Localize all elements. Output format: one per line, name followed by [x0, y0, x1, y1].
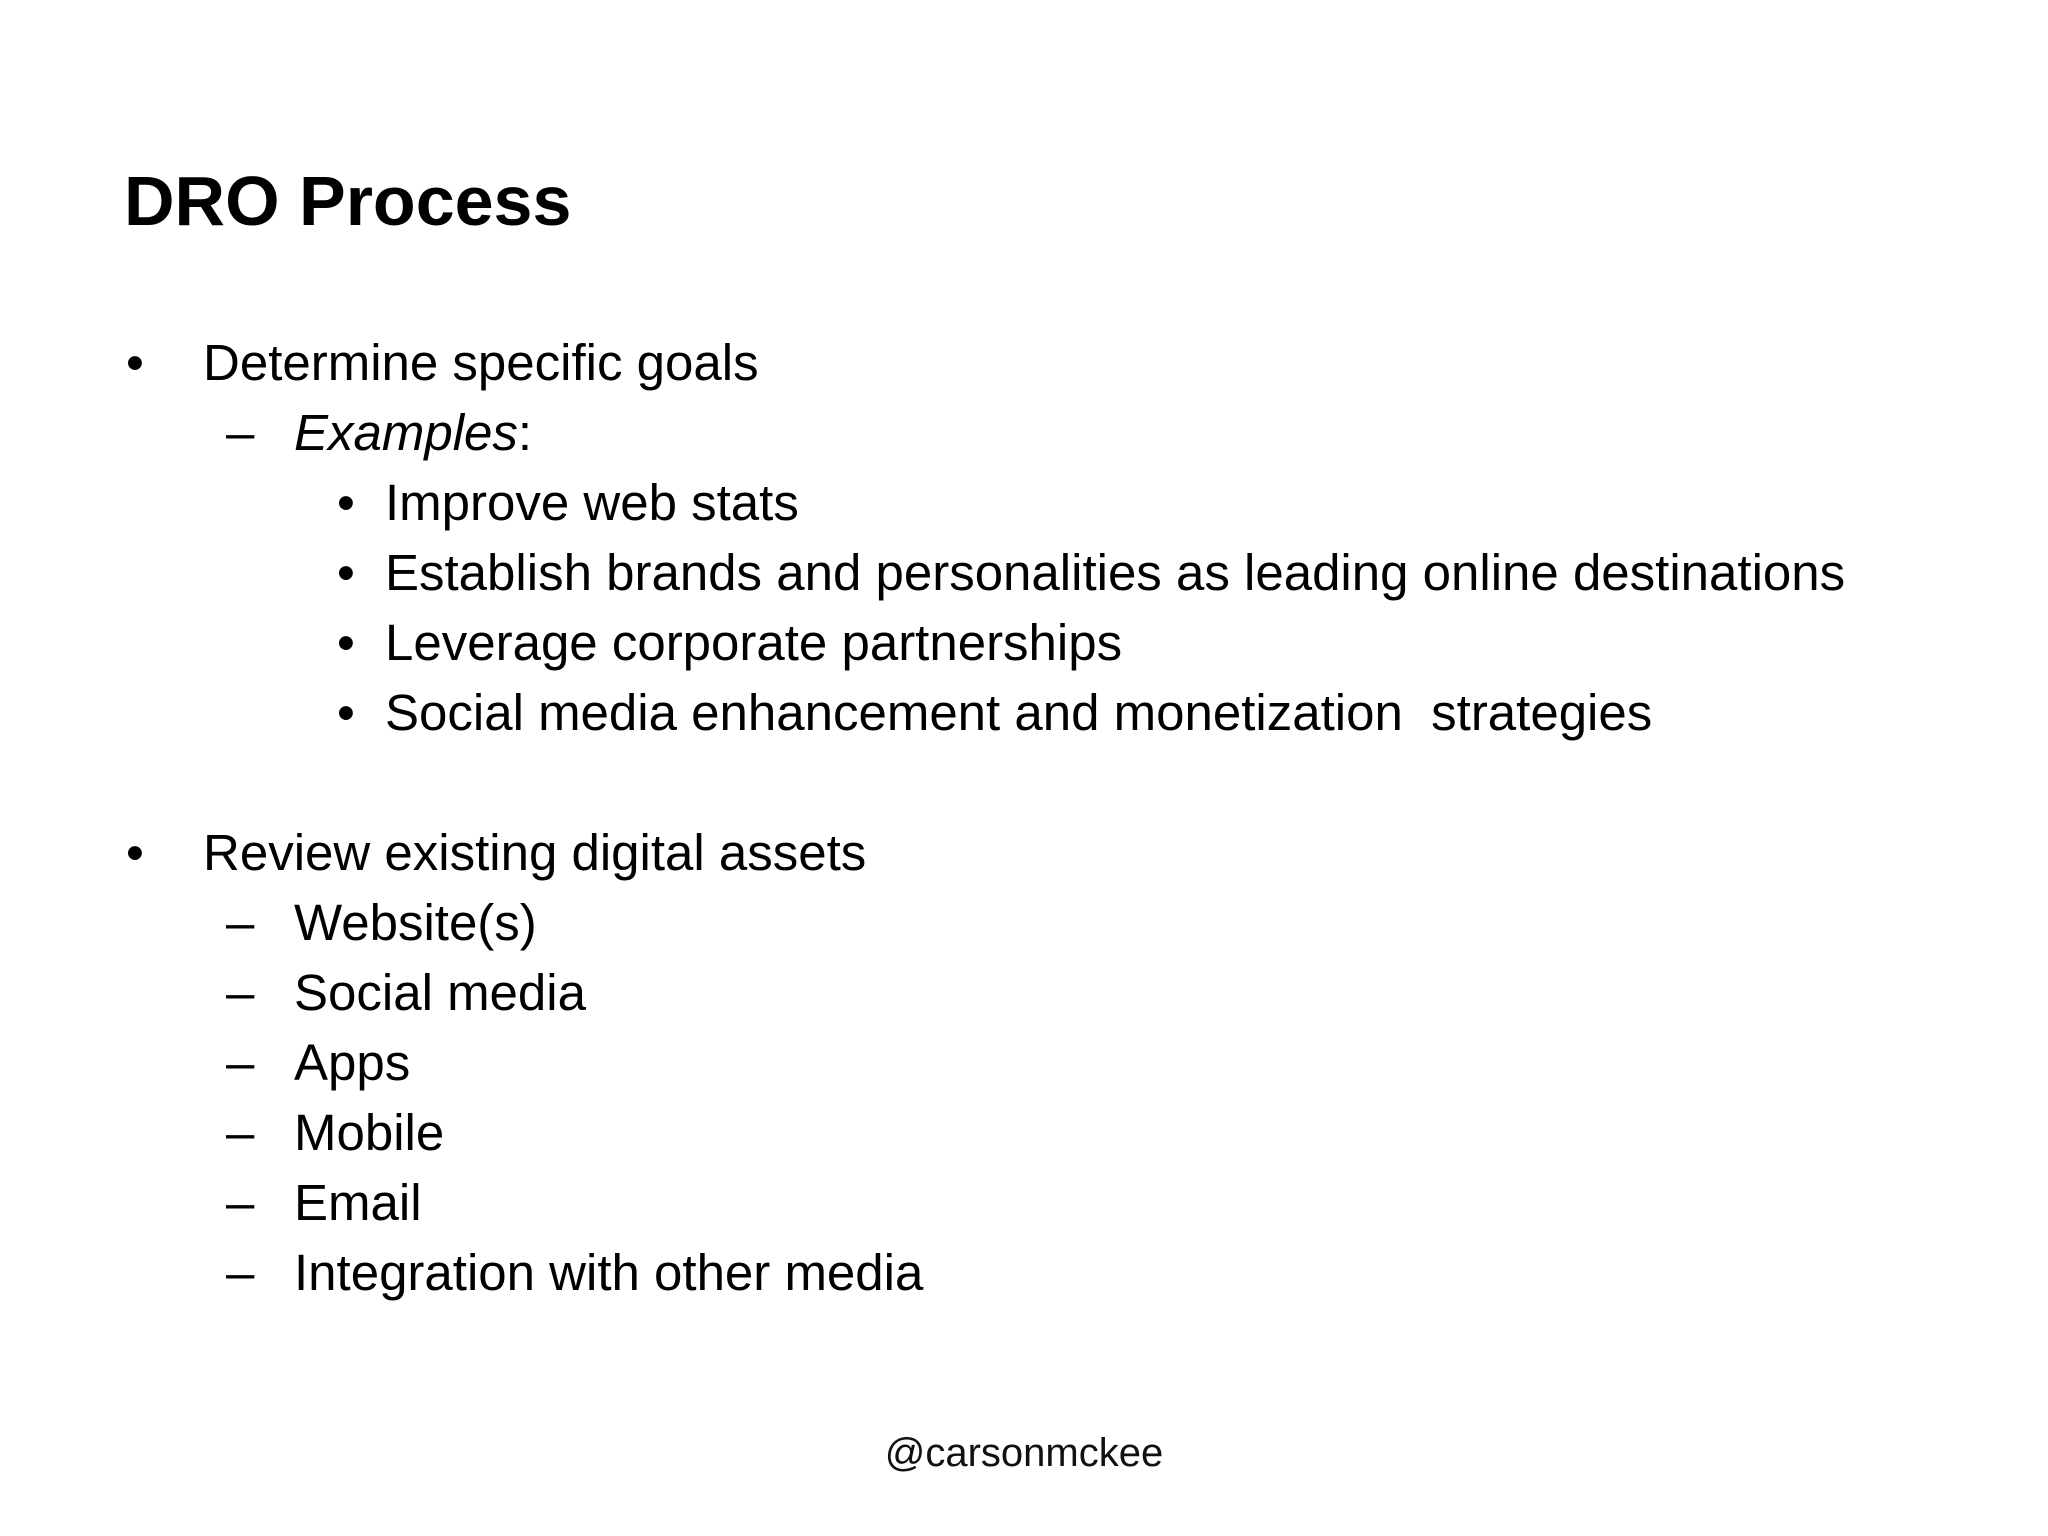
sub-item-text: Mobile — [294, 1104, 445, 1161]
examples-italic: Examples — [294, 404, 518, 461]
bullet-marker: • — [126, 334, 144, 391]
example-text: Leverage corporate partnerships — [385, 614, 1123, 671]
slide-title: DRO Process — [124, 162, 572, 240]
bullet-text: Determine specific goals — [203, 334, 759, 391]
bullet-marker: • — [337, 614, 355, 671]
sub-item-text: Apps — [294, 1034, 411, 1091]
dash-marker: – — [226, 1174, 255, 1231]
dash-marker: – — [226, 1034, 255, 1091]
dash-marker: – — [226, 404, 255, 461]
sub-item-text: Social media — [294, 964, 586, 1021]
dash-marker: – — [226, 964, 255, 1021]
bullet-marker: • — [337, 544, 355, 601]
sub-item-text: Email — [294, 1174, 422, 1231]
examples-label — [294, 398, 532, 468]
example-text: Improve web stats — [385, 474, 799, 531]
bullet-marker: • — [337, 684, 355, 741]
dash-marker: – — [226, 1104, 255, 1161]
sub-item-text: Website(s) — [294, 894, 537, 951]
example-text: Social media enhancement and monetization strategies — [385, 684, 1653, 741]
dash-marker: – — [226, 1244, 255, 1301]
example-text: Establish brands and personalities as leading online destinations — [385, 544, 1846, 601]
bullet-text: Review existing digital assets — [203, 824, 867, 881]
dash-marker: – — [226, 894, 255, 951]
sub-item-text: Integration with other media — [294, 1244, 924, 1301]
examples-colon: : — [517, 404, 533, 461]
footer-handle: @carsonmckee — [884, 1431, 1164, 1475]
bullet-marker: • — [337, 474, 355, 531]
bullet-marker: • — [126, 824, 144, 881]
